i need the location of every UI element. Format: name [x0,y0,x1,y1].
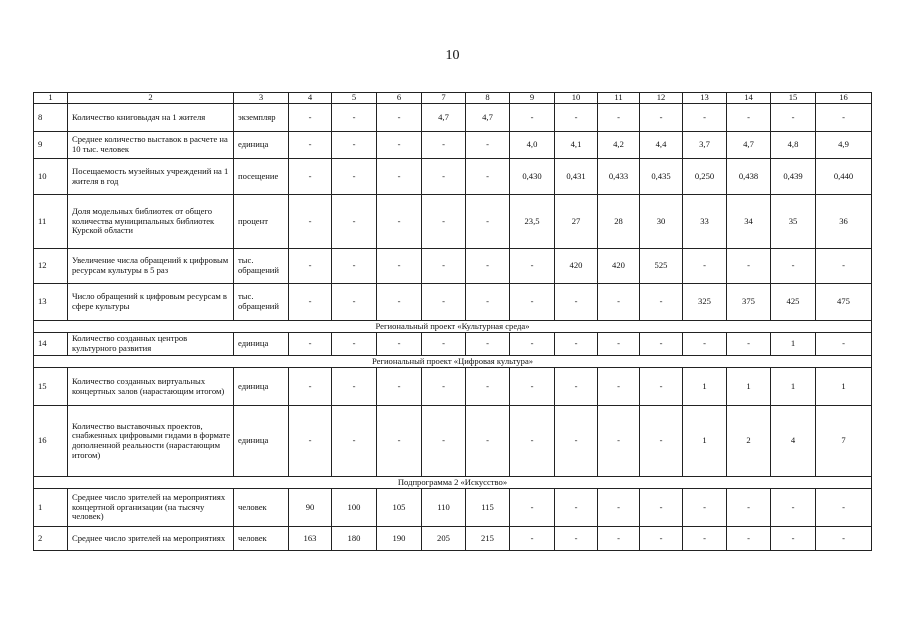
value-cell: 2 [727,406,771,477]
row-number: 12 [34,249,68,284]
value-cell: 0,435 [640,159,683,195]
table-row [34,527,872,551]
value-cell: 1 [727,368,771,406]
value-cell: 420 [598,249,640,284]
value-cell: - [771,527,816,551]
value-cell: - [332,249,377,284]
value-cell: - [640,368,683,406]
indicator-name: Среднее число зрителей на мероприятиях [68,527,234,551]
value-cell: - [332,368,377,406]
value-cell: - [510,406,555,477]
unit-cell: экземпляр [234,104,289,132]
unit-cell: единица [234,406,289,477]
column-header: 13 [683,93,727,104]
table-row [34,333,872,356]
value-cell: 4,7 [727,132,771,159]
value-cell: - [377,333,422,356]
value-cell: - [771,489,816,527]
page-number: 10 [445,48,460,63]
value-cell: 180 [332,527,377,551]
unit-cell: человек [234,489,289,527]
value-cell: - [466,333,510,356]
value-cell: - [466,406,510,477]
value-cell: - [289,406,332,477]
value-cell: - [598,527,640,551]
value-cell: 215 [466,527,510,551]
column-header: 12 [640,93,683,104]
indicator-name: Количество созданных виртуальных концертных залов (нарастающим итогом) [68,368,234,406]
value-cell: 205 [422,527,466,551]
unit-cell: человек [234,527,289,551]
indicator-name: Количество книговыдач на 1 жителя [68,104,234,132]
value-cell: - [422,333,466,356]
value-cell: 0,433 [598,159,640,195]
value-cell: - [640,104,683,132]
value-cell: - [816,527,872,551]
table-row [34,368,872,406]
value-cell: - [422,368,466,406]
value-cell: - [555,284,598,321]
value-cell: - [727,489,771,527]
value-cell: - [422,249,466,284]
value-cell: - [640,406,683,477]
value-cell: - [598,333,640,356]
section-row [34,321,872,333]
value-cell: - [640,489,683,527]
value-cell: 36 [816,195,872,249]
value-cell: - [816,489,872,527]
value-cell: - [683,489,727,527]
value-cell: - [640,527,683,551]
indicator-name: Увеличение числа обращений к цифровым ресурсам культуры в 5 раз [68,249,234,284]
unit-cell: тыс. обращений [234,249,289,284]
value-cell: 325 [683,284,727,321]
indicator-name: Количество выставочных проектов, снабженных цифровыми гидами в формате дополненной реальности (нарастающим итогом) [68,406,234,477]
value-cell: 1 [816,368,872,406]
value-cell: - [727,104,771,132]
value-cell: 420 [555,249,598,284]
value-cell: 1 [771,333,816,356]
value-cell: - [727,249,771,284]
column-header: 14 [727,93,771,104]
value-cell: - [377,104,422,132]
value-cell: - [377,159,422,195]
column-header: 3 [234,93,289,104]
value-cell: - [555,104,598,132]
column-header: 5 [332,93,377,104]
value-cell: 34 [727,195,771,249]
value-cell: - [289,104,332,132]
value-cell: - [466,132,510,159]
value-cell: - [510,489,555,527]
value-cell: 110 [422,489,466,527]
value-cell: - [332,104,377,132]
value-cell: - [377,132,422,159]
value-cell: - [377,406,422,477]
value-cell: 190 [377,527,422,551]
value-cell: - [598,284,640,321]
value-cell: - [771,249,816,284]
value-cell: 425 [771,284,816,321]
value-cell: - [466,249,510,284]
value-cell: - [727,333,771,356]
value-cell: - [289,132,332,159]
value-cell: - [422,195,466,249]
value-cell: - [510,368,555,406]
value-cell: - [816,104,872,132]
value-cell: - [377,284,422,321]
value-cell: - [377,195,422,249]
value-cell: 30 [640,195,683,249]
value-cell: - [466,195,510,249]
value-cell: - [466,284,510,321]
value-cell: 4,1 [555,132,598,159]
value-cell: - [289,249,332,284]
value-cell: 105 [377,489,422,527]
value-cell: 7 [816,406,872,477]
value-cell: - [555,527,598,551]
table-row [34,159,872,195]
table-row [34,249,872,284]
column-header: 15 [771,93,816,104]
indicator-name: Число обращений к цифровым ресурсам в сфере культуры [68,284,234,321]
column-header: 7 [422,93,466,104]
row-number: 16 [34,406,68,477]
value-cell: 4,0 [510,132,555,159]
value-cell: - [555,489,598,527]
value-cell: - [510,284,555,321]
value-cell: - [598,104,640,132]
value-cell: - [289,333,332,356]
value-cell: 28 [598,195,640,249]
value-cell: - [332,132,377,159]
value-cell: - [727,527,771,551]
section-title: Подпрограмма 2 «Искусство» [34,477,872,489]
value-cell: - [771,104,816,132]
value-cell: 0,440 [816,159,872,195]
row-number: 10 [34,159,68,195]
value-cell: 35 [771,195,816,249]
value-cell: - [289,284,332,321]
table-row [34,195,872,249]
row-number: 14 [34,333,68,356]
value-cell: 3,7 [683,132,727,159]
section-row [34,477,872,489]
value-cell: 0,439 [771,159,816,195]
table-row [34,284,872,321]
value-cell: 0,250 [683,159,727,195]
value-cell: 115 [466,489,510,527]
value-cell: - [332,159,377,195]
value-cell: 1 [771,368,816,406]
section-title: Региональный проект «Культурная среда» [34,321,872,333]
value-cell: 4,2 [598,132,640,159]
section-row [34,356,872,368]
unit-cell: единица [234,368,289,406]
value-cell: - [510,104,555,132]
row-number: 11 [34,195,68,249]
value-cell: 0,430 [510,159,555,195]
table-row [34,406,872,477]
value-cell: - [640,284,683,321]
value-cell: - [683,104,727,132]
value-cell: 100 [332,489,377,527]
value-cell: - [510,527,555,551]
value-cell: 90 [289,489,332,527]
value-cell: 4,4 [640,132,683,159]
value-cell: 475 [816,284,872,321]
section-title: Региональный проект «Цифровая культура» [34,356,872,368]
unit-cell: единица [234,132,289,159]
value-cell: 4,7 [422,104,466,132]
row-number: 2 [34,527,68,551]
value-cell: - [510,333,555,356]
value-cell: 23,5 [510,195,555,249]
unit-cell: посещение [234,159,289,195]
value-cell: 4,7 [466,104,510,132]
value-cell: - [555,406,598,477]
value-cell: - [289,195,332,249]
row-number: 1 [34,489,68,527]
value-cell: - [289,159,332,195]
value-cell: - [422,406,466,477]
indicator-name: Среднее количество выставок в расчете на 10 тыс. человек [68,132,234,159]
value-cell: - [598,368,640,406]
value-cell: - [555,368,598,406]
column-header: 8 [466,93,510,104]
value-cell: - [640,333,683,356]
unit-cell: процент [234,195,289,249]
table-row [34,489,872,527]
indicator-name: Количество созданных центров культурного развития [68,333,234,356]
column-header: 1 [34,93,68,104]
column-header: 9 [510,93,555,104]
row-number: 15 [34,368,68,406]
column-header: 4 [289,93,332,104]
value-cell: - [466,368,510,406]
value-cell: 4,8 [771,132,816,159]
value-cell: 4,9 [816,132,872,159]
value-cell: - [377,368,422,406]
value-cell: - [289,368,332,406]
column-header: 16 [816,93,872,104]
value-cell: - [598,406,640,477]
table-header-row [34,93,872,104]
indicator-name: Доля модельных библиотек от общего количества муниципальных библиотек Курской области [68,195,234,249]
value-cell: - [422,159,466,195]
row-number: 9 [34,132,68,159]
value-cell: - [422,284,466,321]
value-cell: - [332,195,377,249]
value-cell: 163 [289,527,332,551]
value-cell: 1 [683,406,727,477]
value-cell: - [683,527,727,551]
value-cell: 375 [727,284,771,321]
column-header: 2 [68,93,234,104]
value-cell: - [332,284,377,321]
value-cell: 27 [555,195,598,249]
value-cell: 525 [640,249,683,284]
value-cell: - [816,249,872,284]
value-cell: - [683,333,727,356]
value-cell: - [466,159,510,195]
value-cell: 0,431 [555,159,598,195]
column-header: 6 [377,93,422,104]
unit-cell: тыс. обращений [234,284,289,321]
row-number: 8 [34,104,68,132]
row-number: 13 [34,284,68,321]
value-cell: - [377,249,422,284]
value-cell: - [555,333,598,356]
value-cell: 33 [683,195,727,249]
column-header: 11 [598,93,640,104]
value-cell: 0,438 [727,159,771,195]
indicators-table [33,92,872,551]
indicator-name: Посещаемость музейных учреждений на 1 жителя в год [68,159,234,195]
column-header: 10 [555,93,598,104]
table-row [34,132,872,159]
value-cell: - [598,489,640,527]
value-cell: - [332,333,377,356]
value-cell: - [332,406,377,477]
table-row [34,104,872,132]
value-cell: 1 [683,368,727,406]
value-cell: 4 [771,406,816,477]
unit-cell: единица [234,333,289,356]
value-cell: - [816,333,872,356]
indicator-name: Среднее число зрителей на мероприятиях концертной организации (на тысячу человек) [68,489,234,527]
value-cell: - [422,132,466,159]
value-cell: - [510,249,555,284]
value-cell: - [683,249,727,284]
